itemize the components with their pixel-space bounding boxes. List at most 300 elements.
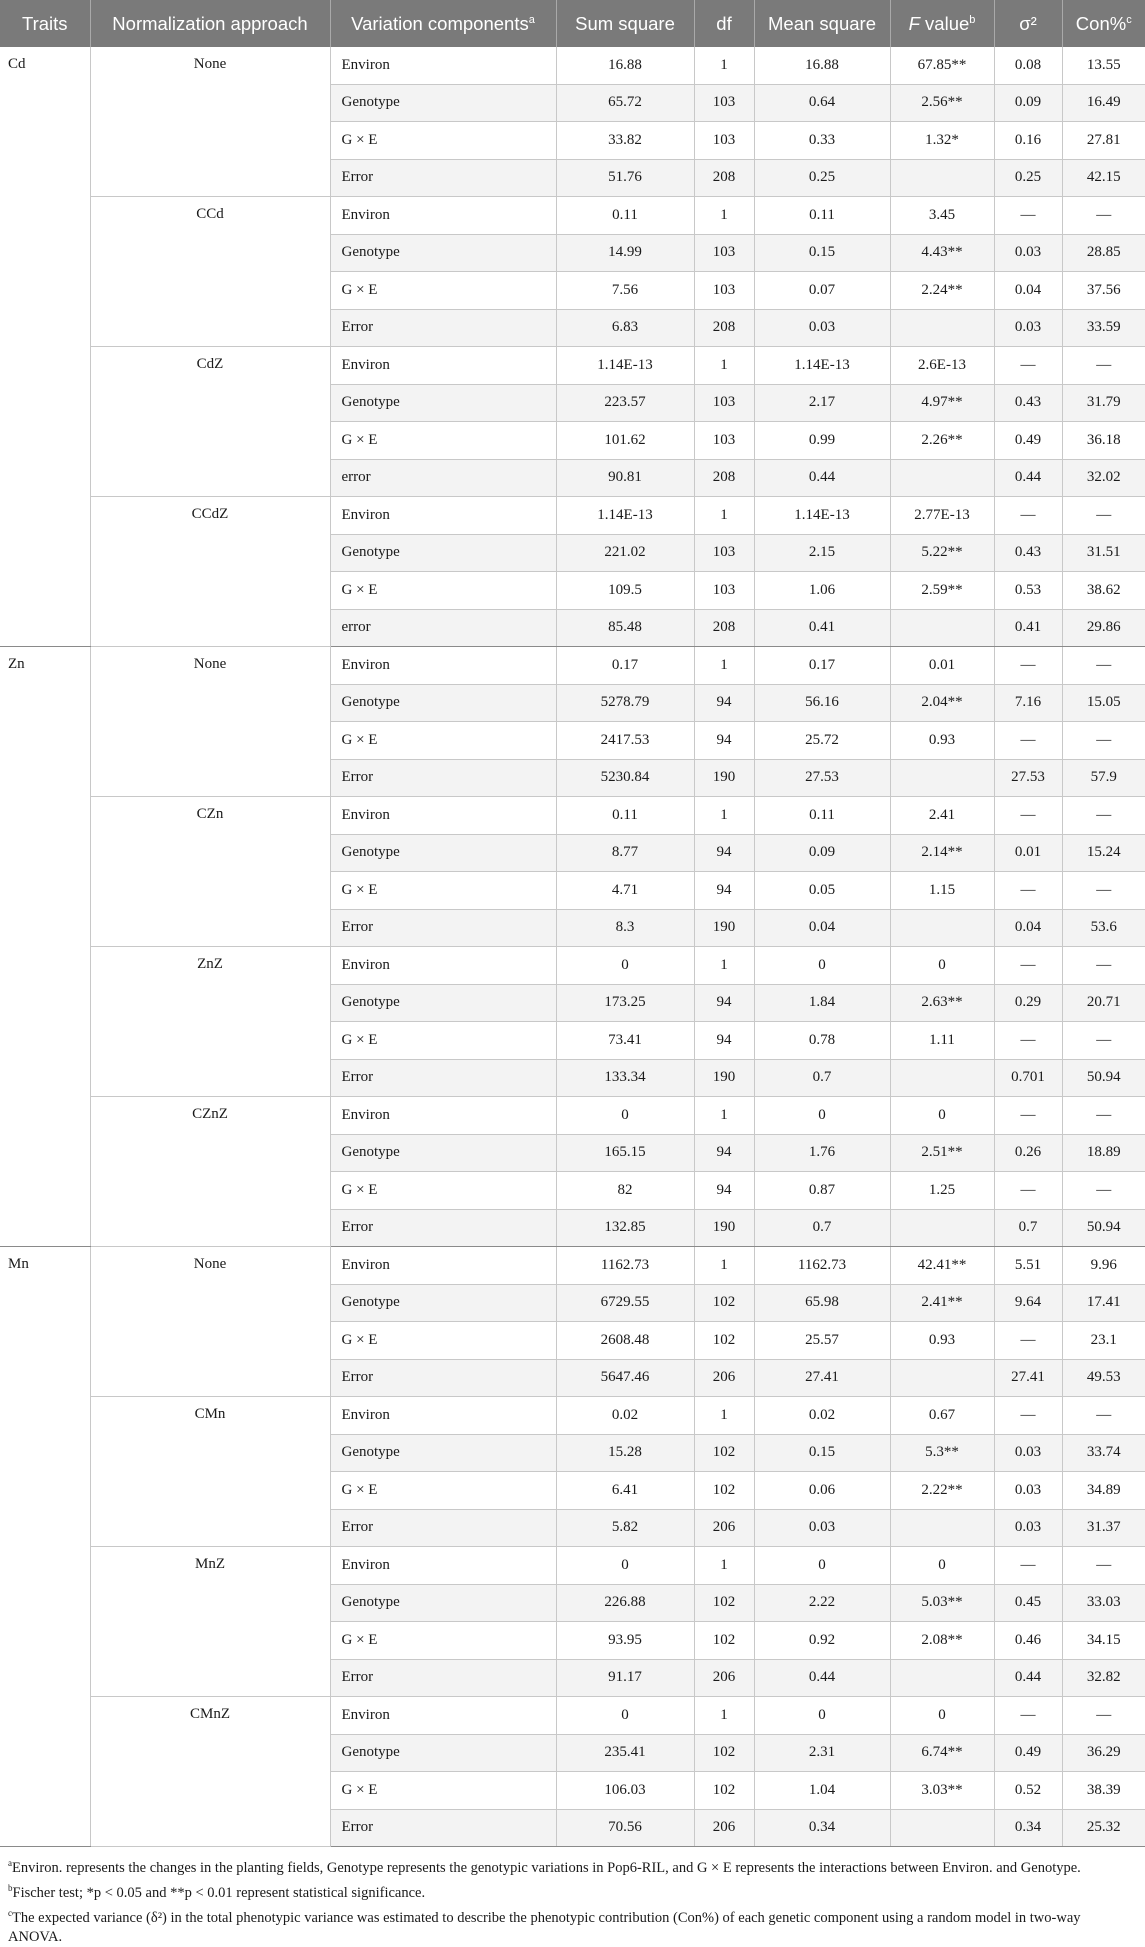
f-value-cell: 2.24** bbox=[890, 272, 994, 310]
con-cell: — bbox=[1062, 197, 1145, 235]
df-cell: 1 bbox=[694, 647, 754, 685]
mean-square-cell: 0 bbox=[754, 1547, 890, 1585]
component-cell: error bbox=[330, 609, 556, 647]
sum-square-cell: 109.5 bbox=[556, 572, 694, 610]
df-cell: 102 bbox=[694, 1622, 754, 1660]
sum-square-cell: 0 bbox=[556, 1547, 694, 1585]
sigma-cell: — bbox=[994, 347, 1062, 385]
mean-square-cell: 1.84 bbox=[754, 984, 890, 1022]
sigma-cell: — bbox=[994, 1097, 1062, 1135]
component-cell: error bbox=[330, 459, 556, 497]
trait-cell: Cd bbox=[0, 47, 90, 647]
header-con-label: Con% bbox=[1075, 12, 1127, 34]
sigma-cell: 0.7 bbox=[994, 1209, 1062, 1247]
sigma-cell: 0.53 bbox=[994, 572, 1062, 610]
f-value-cell: 0 bbox=[890, 1547, 994, 1585]
normalization-cell: CZnZ bbox=[90, 1097, 330, 1247]
sigma-cell: 0.16 bbox=[994, 122, 1062, 160]
df-cell: 94 bbox=[694, 1134, 754, 1172]
sum-square-cell: 2608.48 bbox=[556, 1322, 694, 1360]
f-value-cell bbox=[890, 159, 994, 197]
sum-square-cell: 14.99 bbox=[556, 234, 694, 272]
component-cell: Error bbox=[330, 1659, 556, 1697]
mean-square-cell: 0.02 bbox=[754, 1397, 890, 1435]
sum-square-cell: 5278.79 bbox=[556, 684, 694, 722]
header-f-italic: F bbox=[908, 12, 920, 34]
sum-square-cell: 235.41 bbox=[556, 1734, 694, 1772]
con-cell: 37.56 bbox=[1062, 272, 1145, 310]
mean-square-cell: 0.09 bbox=[754, 834, 890, 872]
df-cell: 1 bbox=[694, 47, 754, 84]
con-cell: 34.15 bbox=[1062, 1622, 1145, 1660]
component-cell: Genotype bbox=[330, 1134, 556, 1172]
mean-square-cell: 25.72 bbox=[754, 722, 890, 760]
con-cell: 16.49 bbox=[1062, 84, 1145, 122]
f-value-cell bbox=[890, 309, 994, 347]
f-value-cell: 0.67 bbox=[890, 1397, 994, 1435]
component-cell: Genotype bbox=[330, 684, 556, 722]
f-value-cell: 3.45 bbox=[890, 197, 994, 235]
mean-square-cell: 0 bbox=[754, 1697, 890, 1735]
mean-square-cell: 0.06 bbox=[754, 1472, 890, 1510]
mean-square-cell: 0.7 bbox=[754, 1209, 890, 1247]
f-value-cell: 0 bbox=[890, 1697, 994, 1735]
normalization-cell: MnZ bbox=[90, 1547, 330, 1697]
df-cell: 206 bbox=[694, 1359, 754, 1397]
f-value-cell: 2.6E-13 bbox=[890, 347, 994, 385]
df-cell: 1 bbox=[694, 347, 754, 385]
con-cell: 31.79 bbox=[1062, 384, 1145, 422]
sum-square-cell: 5.82 bbox=[556, 1509, 694, 1547]
header-f-footnote-mark: b bbox=[969, 13, 976, 26]
component-cell: Environ bbox=[330, 647, 556, 685]
table-row bbox=[0, 1097, 1145, 1135]
sum-square-cell: 93.95 bbox=[556, 1622, 694, 1660]
mean-square-cell: 0.78 bbox=[754, 1022, 890, 1060]
df-cell: 102 bbox=[694, 1772, 754, 1810]
sum-square-cell: 1.14E-13 bbox=[556, 497, 694, 535]
table-row bbox=[0, 347, 1145, 385]
table-row bbox=[0, 1697, 1145, 1735]
sigma-cell: — bbox=[994, 497, 1062, 535]
f-value-cell: 5.3** bbox=[890, 1434, 994, 1472]
con-cell: — bbox=[1062, 1697, 1145, 1735]
sigma-cell: 0.701 bbox=[994, 1059, 1062, 1097]
f-value-cell bbox=[890, 1359, 994, 1397]
mean-square-cell: 0.7 bbox=[754, 1059, 890, 1097]
normalization-cell: CdZ bbox=[90, 347, 330, 497]
con-cell: — bbox=[1062, 1397, 1145, 1435]
con-cell: — bbox=[1062, 722, 1145, 760]
component-cell: Genotype bbox=[330, 384, 556, 422]
mean-square-cell: 56.16 bbox=[754, 684, 890, 722]
sigma-cell: 0.49 bbox=[994, 1734, 1062, 1772]
sum-square-cell: 5647.46 bbox=[556, 1359, 694, 1397]
component-cell: Environ bbox=[330, 197, 556, 235]
sigma-cell: 0.03 bbox=[994, 1434, 1062, 1472]
component-cell: Environ bbox=[330, 1697, 556, 1735]
con-cell: — bbox=[1062, 647, 1145, 685]
sigma-cell: 0.41 bbox=[994, 609, 1062, 647]
sum-square-cell: 33.82 bbox=[556, 122, 694, 160]
mean-square-cell: 27.53 bbox=[754, 759, 890, 797]
sum-square-cell: 2417.53 bbox=[556, 722, 694, 760]
component-cell: Genotype bbox=[330, 234, 556, 272]
con-cell: — bbox=[1062, 347, 1145, 385]
header-mean-square bbox=[754, 0, 890, 47]
mean-square-cell: 1162.73 bbox=[754, 1247, 890, 1285]
sigma-cell: — bbox=[994, 1697, 1062, 1735]
f-value-cell: 67.85** bbox=[890, 47, 994, 84]
sigma-cell: 0.08 bbox=[994, 47, 1062, 84]
df-cell: 103 bbox=[694, 572, 754, 610]
f-value-cell: 2.04** bbox=[890, 684, 994, 722]
component-cell: Environ bbox=[330, 1097, 556, 1135]
df-cell: 102 bbox=[694, 1284, 754, 1322]
footnote-a bbox=[8, 1853, 1137, 1878]
sum-square-cell: 0.17 bbox=[556, 647, 694, 685]
component-cell: G × E bbox=[330, 1022, 556, 1060]
sigma-cell: 0.04 bbox=[994, 272, 1062, 310]
con-cell: — bbox=[1062, 1547, 1145, 1585]
component-cell: Genotype bbox=[330, 534, 556, 572]
con-cell: 9.96 bbox=[1062, 1247, 1145, 1285]
df-cell: 102 bbox=[694, 1434, 754, 1472]
header-f-value-label: value bbox=[919, 12, 970, 34]
sigma-cell: 27.41 bbox=[994, 1359, 1062, 1397]
sum-square-cell: 6729.55 bbox=[556, 1284, 694, 1322]
component-cell: Environ bbox=[330, 497, 556, 535]
sum-square-cell: 4.71 bbox=[556, 872, 694, 910]
sigma-cell: 7.16 bbox=[994, 684, 1062, 722]
mean-square-cell: 0.44 bbox=[754, 459, 890, 497]
mean-square-cell: 0.34 bbox=[754, 1809, 890, 1847]
sigma-cell: 0.34 bbox=[994, 1809, 1062, 1847]
component-cell: Error bbox=[330, 909, 556, 947]
con-cell: 23.1 bbox=[1062, 1322, 1145, 1360]
df-cell: 190 bbox=[694, 759, 754, 797]
footnotes bbox=[0, 1847, 1145, 1947]
sigma-cell: 0.45 bbox=[994, 1584, 1062, 1622]
component-cell: G × E bbox=[330, 422, 556, 460]
header-row bbox=[0, 0, 1145, 47]
sum-square-cell: 16.88 bbox=[556, 47, 694, 84]
normalization-cell: None bbox=[90, 47, 330, 197]
sum-square-cell: 173.25 bbox=[556, 984, 694, 1022]
component-cell: Environ bbox=[330, 347, 556, 385]
sigma-cell: — bbox=[994, 1397, 1062, 1435]
df-cell: 94 bbox=[694, 1022, 754, 1060]
component-cell: Genotype bbox=[330, 1734, 556, 1772]
table-header bbox=[0, 0, 1145, 47]
normalization-cell: None bbox=[90, 1247, 330, 1397]
sigma-cell: — bbox=[994, 1022, 1062, 1060]
df-cell: 94 bbox=[694, 984, 754, 1022]
component-cell: Error bbox=[330, 1509, 556, 1547]
footnote-b bbox=[8, 1878, 1137, 1903]
sigma-cell: — bbox=[994, 1547, 1062, 1585]
mean-square-cell: 0.11 bbox=[754, 197, 890, 235]
f-value-cell: 4.43** bbox=[890, 234, 994, 272]
f-value-cell: 2.77E-13 bbox=[890, 497, 994, 535]
component-cell: G × E bbox=[330, 1622, 556, 1660]
sigma-cell: 27.53 bbox=[994, 759, 1062, 797]
sum-square-cell: 85.48 bbox=[556, 609, 694, 647]
sigma-cell: — bbox=[994, 947, 1062, 985]
f-value-cell: 2.26** bbox=[890, 422, 994, 460]
f-value-cell: 1.32* bbox=[890, 122, 994, 160]
con-cell: — bbox=[1062, 1172, 1145, 1210]
footnote-b-mark: b bbox=[8, 1882, 13, 1893]
f-value-cell: 1.15 bbox=[890, 872, 994, 910]
df-cell: 1 bbox=[694, 497, 754, 535]
component-cell: Environ bbox=[330, 947, 556, 985]
component-cell: Genotype bbox=[330, 84, 556, 122]
mean-square-cell: 16.88 bbox=[754, 47, 890, 84]
trait-cell: Zn bbox=[0, 647, 90, 1247]
mean-square-cell: 2.22 bbox=[754, 1584, 890, 1622]
f-value-cell: 5.22** bbox=[890, 534, 994, 572]
component-cell: Genotype bbox=[330, 1434, 556, 1472]
normalization-cell: CZn bbox=[90, 797, 330, 947]
sum-square-cell: 70.56 bbox=[556, 1809, 694, 1847]
sigma-cell: 0.46 bbox=[994, 1622, 1062, 1660]
normalization-cell: CCd bbox=[90, 197, 330, 347]
mean-square-cell: 2.15 bbox=[754, 534, 890, 572]
f-value-cell: 2.41** bbox=[890, 1284, 994, 1322]
con-cell: — bbox=[1062, 497, 1145, 535]
sigma-cell: — bbox=[994, 797, 1062, 835]
df-cell: 1 bbox=[694, 797, 754, 835]
mean-square-cell: 0.17 bbox=[754, 647, 890, 685]
sigma-cell: — bbox=[994, 197, 1062, 235]
sigma-cell: — bbox=[994, 647, 1062, 685]
sigma-cell: — bbox=[994, 722, 1062, 760]
header-mean-square-label: Mean square bbox=[768, 12, 876, 34]
mean-square-cell: 2.17 bbox=[754, 384, 890, 422]
component-cell: Genotype bbox=[330, 984, 556, 1022]
component-cell: Error bbox=[330, 1359, 556, 1397]
f-value-cell: 2.63** bbox=[890, 984, 994, 1022]
mean-square-cell: 1.76 bbox=[754, 1134, 890, 1172]
mean-square-cell: 0 bbox=[754, 1097, 890, 1135]
df-cell: 1 bbox=[694, 1397, 754, 1435]
sigma-cell: 0.03 bbox=[994, 1472, 1062, 1510]
component-cell: Environ bbox=[330, 1247, 556, 1285]
header-sum-square bbox=[556, 0, 694, 47]
header-df bbox=[694, 0, 754, 47]
con-cell: 38.39 bbox=[1062, 1772, 1145, 1810]
df-cell: 190 bbox=[694, 909, 754, 947]
con-cell: 32.02 bbox=[1062, 459, 1145, 497]
header-components-footnote-mark: a bbox=[528, 13, 535, 26]
footnote-c-mark: c bbox=[8, 1907, 12, 1918]
con-cell: 42.15 bbox=[1062, 159, 1145, 197]
f-value-cell: 0.01 bbox=[890, 647, 994, 685]
df-cell: 1 bbox=[694, 1097, 754, 1135]
sum-square-cell: 106.03 bbox=[556, 1772, 694, 1810]
df-cell: 206 bbox=[694, 1659, 754, 1697]
header-con bbox=[1062, 0, 1145, 47]
df-cell: 94 bbox=[694, 1172, 754, 1210]
df-cell: 208 bbox=[694, 159, 754, 197]
f-value-cell: 0 bbox=[890, 1097, 994, 1135]
df-cell: 102 bbox=[694, 1584, 754, 1622]
component-cell: Environ bbox=[330, 47, 556, 84]
header-df-label: df bbox=[716, 12, 732, 34]
component-cell: G × E bbox=[330, 1772, 556, 1810]
df-cell: 190 bbox=[694, 1059, 754, 1097]
table-row bbox=[0, 797, 1145, 835]
mean-square-cell: 0.04 bbox=[754, 909, 890, 947]
df-cell: 103 bbox=[694, 272, 754, 310]
sum-square-cell: 0.11 bbox=[556, 797, 694, 835]
sigma-cell: 0.44 bbox=[994, 1659, 1062, 1697]
f-value-cell: 2.56** bbox=[890, 84, 994, 122]
sigma-cell: 0.25 bbox=[994, 159, 1062, 197]
con-cell: 28.85 bbox=[1062, 234, 1145, 272]
sigma-cell: 5.51 bbox=[994, 1247, 1062, 1285]
component-cell: Error bbox=[330, 759, 556, 797]
sigma-cell: — bbox=[994, 1172, 1062, 1210]
df-cell: 102 bbox=[694, 1322, 754, 1360]
mean-square-cell: 0.11 bbox=[754, 797, 890, 835]
header-sigma bbox=[994, 0, 1062, 47]
mean-square-cell: 0.64 bbox=[754, 84, 890, 122]
df-cell: 103 bbox=[694, 234, 754, 272]
f-value-cell bbox=[890, 1509, 994, 1547]
f-value-cell: 6.74** bbox=[890, 1734, 994, 1772]
df-cell: 208 bbox=[694, 309, 754, 347]
df-cell: 208 bbox=[694, 609, 754, 647]
sum-square-cell: 223.57 bbox=[556, 384, 694, 422]
component-cell: G × E bbox=[330, 272, 556, 310]
sum-square-cell: 1162.73 bbox=[556, 1247, 694, 1285]
con-cell: 15.05 bbox=[1062, 684, 1145, 722]
sum-square-cell: 51.76 bbox=[556, 159, 694, 197]
component-cell: G × E bbox=[330, 1172, 556, 1210]
con-cell: — bbox=[1062, 947, 1145, 985]
footnote-b-text: Fischer test; *p < 0.05 and **p < 0.01 represent statistical significance. bbox=[12, 1884, 426, 1901]
f-value-cell bbox=[890, 909, 994, 947]
table-body bbox=[0, 47, 1145, 1847]
f-value-cell bbox=[890, 1659, 994, 1697]
df-cell: 103 bbox=[694, 84, 754, 122]
df-cell: 103 bbox=[694, 422, 754, 460]
con-cell: 31.51 bbox=[1062, 534, 1145, 572]
table-row bbox=[0, 1397, 1145, 1435]
mean-square-cell: 2.31 bbox=[754, 1734, 890, 1772]
f-value-cell: 2.41 bbox=[890, 797, 994, 835]
sum-square-cell: 101.62 bbox=[556, 422, 694, 460]
f-value-cell bbox=[890, 759, 994, 797]
mean-square-cell: 0.03 bbox=[754, 309, 890, 347]
con-cell: 27.81 bbox=[1062, 122, 1145, 160]
table-row bbox=[0, 197, 1145, 235]
component-cell: Environ bbox=[330, 1397, 556, 1435]
df-cell: 94 bbox=[694, 834, 754, 872]
con-cell: 57.9 bbox=[1062, 759, 1145, 797]
sum-square-cell: 15.28 bbox=[556, 1434, 694, 1472]
con-cell: 31.37 bbox=[1062, 1509, 1145, 1547]
con-cell: 53.6 bbox=[1062, 909, 1145, 947]
mean-square-cell: 0.92 bbox=[754, 1622, 890, 1660]
con-cell: 33.03 bbox=[1062, 1584, 1145, 1622]
sum-square-cell: 82 bbox=[556, 1172, 694, 1210]
header-sum-square-label: Sum square bbox=[575, 12, 675, 34]
normalization-cell: CMnZ bbox=[90, 1697, 330, 1847]
con-cell: 50.94 bbox=[1062, 1059, 1145, 1097]
sum-square-cell: 73.41 bbox=[556, 1022, 694, 1060]
f-value-cell: 0.93 bbox=[890, 722, 994, 760]
mean-square-cell: 0.41 bbox=[754, 609, 890, 647]
header-traits-label: Traits bbox=[21, 12, 68, 34]
normalization-cell: CMn bbox=[90, 1397, 330, 1547]
sum-square-cell: 91.17 bbox=[556, 1659, 694, 1697]
sigma-cell: 0.04 bbox=[994, 909, 1062, 947]
mean-square-cell: 65.98 bbox=[754, 1284, 890, 1322]
df-cell: 1 bbox=[694, 1247, 754, 1285]
mean-square-cell: 1.04 bbox=[754, 1772, 890, 1810]
f-value-cell: 2.51** bbox=[890, 1134, 994, 1172]
sigma-cell: — bbox=[994, 1322, 1062, 1360]
component-cell: Environ bbox=[330, 1547, 556, 1585]
mean-square-cell: 1.14E-13 bbox=[754, 347, 890, 385]
sum-square-cell: 0.02 bbox=[556, 1397, 694, 1435]
df-cell: 103 bbox=[694, 534, 754, 572]
table-row bbox=[0, 1547, 1145, 1585]
mean-square-cell: 0 bbox=[754, 947, 890, 985]
con-cell: 33.74 bbox=[1062, 1434, 1145, 1472]
sum-square-cell: 165.15 bbox=[556, 1134, 694, 1172]
sigma-cell: 0.29 bbox=[994, 984, 1062, 1022]
mean-square-cell: 1.14E-13 bbox=[754, 497, 890, 535]
f-value-cell: 4.97** bbox=[890, 384, 994, 422]
con-cell: 29.86 bbox=[1062, 609, 1145, 647]
footnote-a-mark: a bbox=[8, 1858, 12, 1868]
f-value-cell bbox=[890, 459, 994, 497]
mean-square-cell: 1.06 bbox=[754, 572, 890, 610]
f-value-cell: 3.03** bbox=[890, 1772, 994, 1810]
sigma-cell: 0.49 bbox=[994, 422, 1062, 460]
sum-square-cell: 8.3 bbox=[556, 909, 694, 947]
mean-square-cell: 0.03 bbox=[754, 1509, 890, 1547]
mean-square-cell: 0.05 bbox=[754, 872, 890, 910]
table-row bbox=[0, 1247, 1145, 1285]
df-cell: 206 bbox=[694, 1509, 754, 1547]
con-cell: 13.55 bbox=[1062, 47, 1145, 84]
con-cell: — bbox=[1062, 1022, 1145, 1060]
table-row bbox=[0, 947, 1145, 985]
con-cell: 33.59 bbox=[1062, 309, 1145, 347]
sum-square-cell: 0 bbox=[556, 1697, 694, 1735]
con-cell: 15.24 bbox=[1062, 834, 1145, 872]
mean-square-cell: 0.25 bbox=[754, 159, 890, 197]
header-components bbox=[330, 0, 556, 47]
header-sigma-label: σ² bbox=[1019, 12, 1037, 34]
component-cell: G × E bbox=[330, 872, 556, 910]
f-value-cell: 1.11 bbox=[890, 1022, 994, 1060]
component-cell: Error bbox=[330, 1059, 556, 1097]
df-cell: 102 bbox=[694, 1734, 754, 1772]
component-cell: Genotype bbox=[330, 1584, 556, 1622]
header-traits bbox=[0, 0, 90, 47]
component-cell: Environ bbox=[330, 797, 556, 835]
normalization-cell: ZnZ bbox=[90, 947, 330, 1097]
sigma-cell: 9.64 bbox=[994, 1284, 1062, 1322]
mean-square-cell: 0.87 bbox=[754, 1172, 890, 1210]
sum-square-cell: 132.85 bbox=[556, 1209, 694, 1247]
